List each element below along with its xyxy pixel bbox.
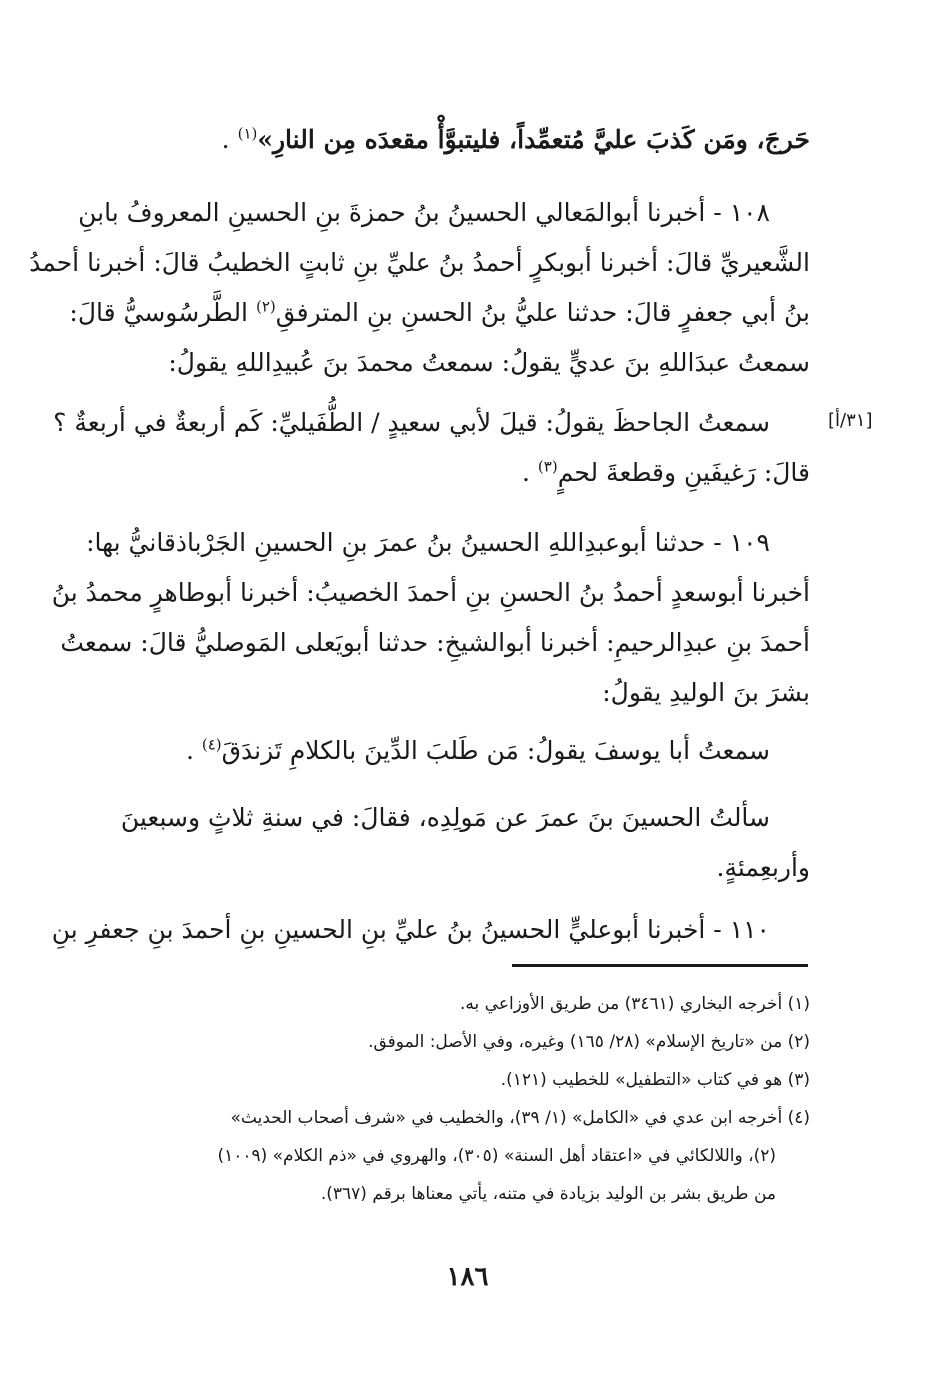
punctuation: . [522, 458, 538, 487]
paragraph-109 [51, 518, 810, 718]
paragraph-hadith-ending [100, 115, 810, 165]
text-line: أخبرنا أبوسعدٍ أحمدُ بنُ الحسنِ بنِ أحمدَ الخصيبُ: أخبرنا أبوطاهرٍ محمدُ بنُ [51, 578, 810, 607]
footnote-separator [512, 964, 808, 967]
footnotes [100, 985, 810, 1213]
footnote-marker: (١) [237, 124, 258, 143]
text-line: ١٠٨ - أخبرنا أبوالمَعالي الحسينُ بنُ حمزةَ بنِ الحسينِ المعروفُ بابنِ [78, 198, 770, 227]
footnote-marker: (٤) [201, 735, 222, 754]
text-segment: الطَّرسُوسيُّ قالَ: [69, 298, 256, 327]
footnote-4-continued: (٢)، واللالكائي في «اعتقاد أهل السنة» (٣٠٥)، والهروي في «ذم الكلام» (١٠٠٩) [217, 1146, 776, 1166]
text-line: ١٠٩ - حدثنا أبوعبدِاللهِ الحسينُ بنُ عمرَ بنِ الحسينِ الجَرْباذقانيُّ بها: [86, 528, 770, 557]
text-line [69, 288, 810, 338]
punctuation: . [185, 736, 202, 765]
text-line: بشرَ بنَ الوليدِ يقولُ: [602, 678, 810, 707]
footnote-marker: (٣) [537, 457, 558, 476]
paragraph-abu-yusuf [100, 726, 810, 776]
text-line: وأربعِمئةٍ. [716, 853, 810, 882]
text-segment: قالَ: رَغيفَينِ وقطعةَ لحمٍ [557, 458, 810, 487]
text-line [100, 115, 810, 165]
punctuation: . [221, 125, 238, 154]
footnote-2: (٢) من «تاريخ الإسلام» (٢٨/ ١٦٥) وغيره، وفي الأصل: الموفق. [368, 1032, 810, 1052]
text-line: سمعتُ عبدَاللهِ بنَ عديٍّ يقولُ: سمعتُ محمدَ بنَ عُبيدِاللهِ يقولُ: [168, 348, 810, 377]
text-line: الشَّعيريِّ قالَ: أخبرنا أبوبكرٍ أحمدُ بنُ عليِّ بنِ ثابتٍ الخطيبُ قالَ: أخبرنا أحمدُ [29, 248, 810, 277]
footnote-4: (٤) أخرجه ابن عدي في «الكامل» (١/ ٣٩)، والخطيب في «شرف أصحاب الحديث» [230, 1108, 810, 1128]
text-segment: بنُ أبي جعفرٍ قالَ: حدثنا عليُّ بنُ الحسنِ بنِ المترفقِ [275, 298, 810, 327]
manuscript-folio-ref: [٣١/أ] [828, 410, 873, 431]
paragraph-108 [29, 188, 810, 388]
page-number: ١٨٦ [446, 1262, 489, 1292]
text-line: سمعتُ الجاحظَ يقولُ: قيلَ لأبي سعيدٍ / الطُّفَيليِّ: كَم أربعةٌ في أربعةٌ ؟ [53, 408, 770, 437]
footnote-4-continued: من طريق بشر بن الوليد بزيادة في متنه، يأتي معناها برقم (٣٦٧). [320, 1184, 776, 1204]
text-line [100, 448, 810, 498]
footnote-3: (٣) هو في كتاب «التطفيل» للخطيب (١٢١). [500, 1070, 810, 1090]
footnote-1: (١) أخرجه البخاري (٣٤٦١) من طريق الأوزاعي به. [460, 994, 810, 1014]
paragraph-110 [51, 905, 810, 955]
footnote-marker: (٢) [255, 297, 276, 316]
paragraph-birth-date [100, 793, 810, 893]
text-line: ١١٠ - أخبرنا أبوعليٍّ الحسينُ بنُ عليِّ بنِ الحسينِ بنِ أحمدَ بنِ جعفرِ بنِ [51, 915, 770, 944]
hadith-text: حَرجَ، ومَن كَذبَ عليَّ مُتعمِّداً، فليتبوَّأْ مقعدَه مِن النارِ» [257, 125, 810, 154]
text-line: سألتُ الحسينَ بنَ عمرَ عن مَولِدِه، فقالَ: في سنةِ ثلاثٍ وسبعينَ [120, 803, 770, 832]
text-line [100, 726, 810, 776]
paragraph-jahiz [53, 398, 810, 498]
text-line: أحمدَ بنِ عبدِالرحيمِ: أخبرنا أبوالشيخِ: حدثنا أبويَعلى المَوصليُّ قالَ: سمعتُ [60, 628, 810, 657]
text-segment: سمعتُ أبا يوسفَ يقولُ: مَن طَلبَ الدِّينَ بالكلامِ تَزندَقَ [221, 736, 770, 765]
